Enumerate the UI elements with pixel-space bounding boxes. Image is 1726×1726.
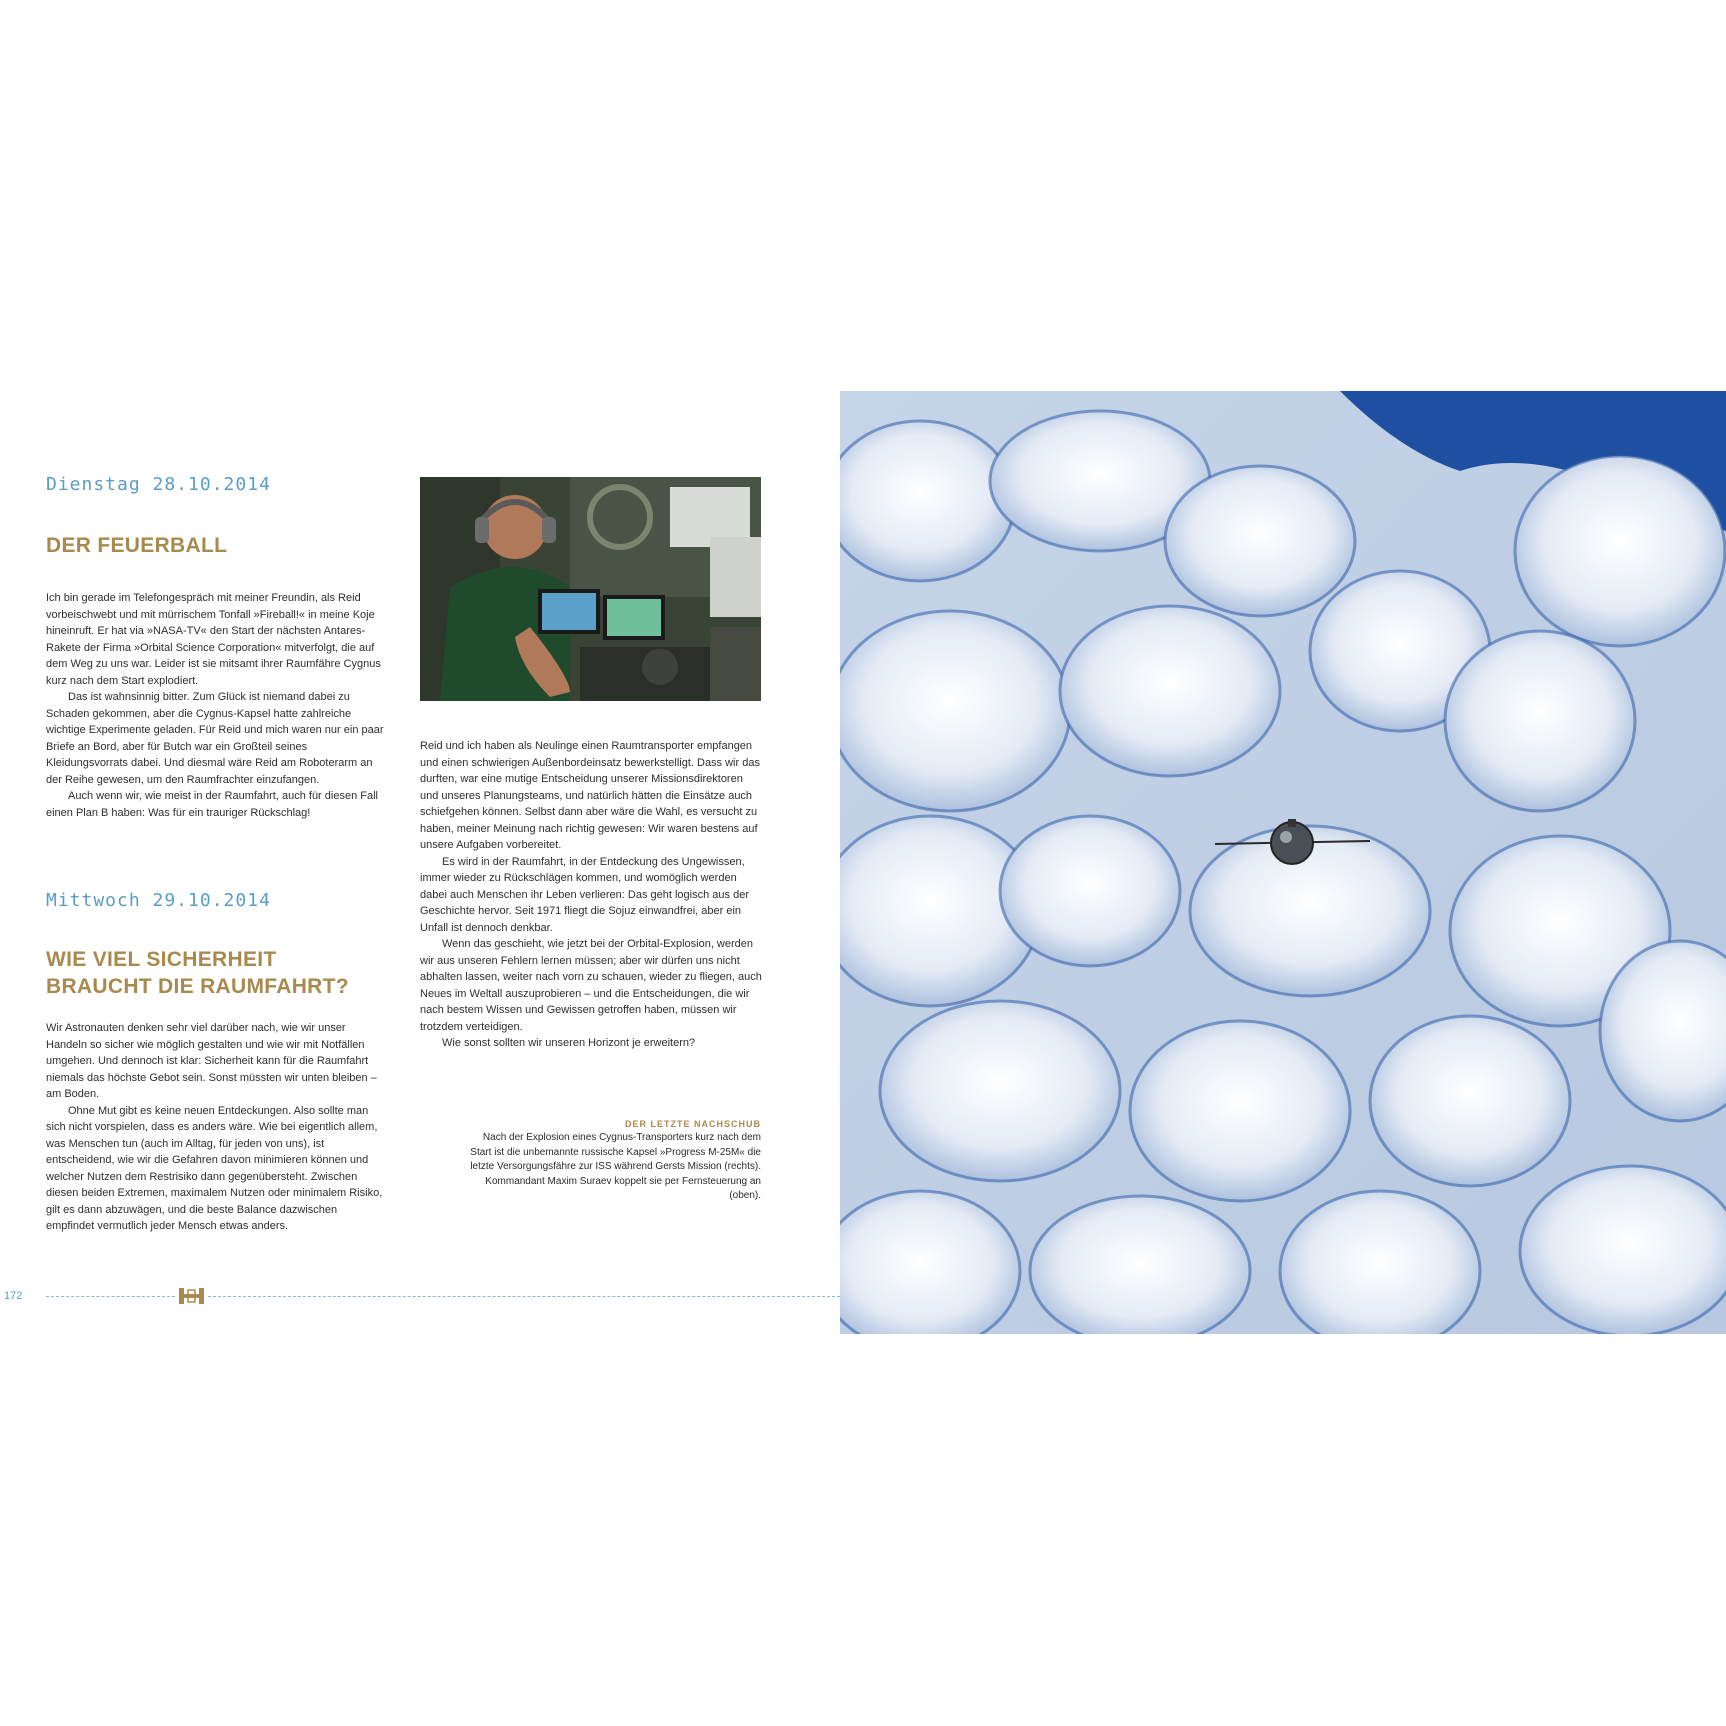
paragraph: Wie sonst sollten wir unseren Horizont je erweitern? <box>442 1037 696 1049</box>
earth-clouds-photo <box>840 391 1726 1334</box>
column-2-body <box>420 738 762 1052</box>
caption-text: Nach der Explosion eines Cygnus-Transporters kurz nach dem Start ist die unbemannte russische Kapsel »Progress M-25M« die letzte Versorgungsfähre zur ISS während Gersts Mission (rechts). Kommandant Maxim Suraev koppelt sie per Fernsteuerung an (oben). <box>470 1132 761 1201</box>
entry-1-body <box>46 590 386 821</box>
photo-caption <box>461 1117 761 1204</box>
paragraph: Wenn das geschieht, wie jetzt bei der Orbital-Explosion, werden wir aus unseren Fehlern lernen müssen; aber wir dürfen uns nicht abhalten lassen, weiter nach vorn zu schauen, wieder zu fliegen, auch Neues im Weltall auszuprobieren – und die Entscheidungen, die wir nach bestem Wissen und Gewissen getroffen haben, müssen wir trotzdem verteidigen. <box>420 938 762 1033</box>
caption-title: DER LETZTE NACHSCHUB <box>625 1119 761 1129</box>
paragraph: Auch wenn wir, wie meist in der Raumfahrt, auch für diesen Fall einen Plan B haben: Was für ein trauriger Rückschlag! <box>46 790 378 819</box>
paragraph: Wir Astronauten denken sehr viel darüber nach, wie wir unser Handeln so sicher wie möglich gestalten und wie wir mit Notfällen umgehen. Und dennoch ist klar: Sicherheit kann für die Raumfahrt niemals das höchste Gebot sein. Sonst müssten wir unten bleiben – am Boden. <box>46 1022 377 1100</box>
date-entry-1: Dienstag 28.10.2014 <box>46 474 271 495</box>
page-number: 172 <box>4 1290 23 1302</box>
paragraph: Das ist wahnsinnig bitter. Zum Glück ist niemand dabei zu Schaden gekommen, aber die Cygnus-Kapsel hatte zahlreiche wichtige Experimente geladen. Für Reid und mich waren nur ein paar Briefe an Bord, aber für Butch war ein Großteil seines Kleidungsvorrats dabei. Und diesmal wäre Reid am Roboterarm an der Reihe gewesen, um den Raumfrachter einzufangen. <box>46 691 384 786</box>
iss-logo-icon <box>178 1286 205 1306</box>
entry-2-body <box>46 1020 386 1235</box>
heading-entry-2: WIE VIEL SICHERHEIT BRAUCHT DIE RAUMFAHRT? <box>46 948 349 998</box>
paragraph: Ich bin gerade im Telefongespräch mit meiner Freundin, als Reid vorbeischwebt und mit mürrischem Tonfall »Fireball!« in meine Koje hineinruft. Er hat via »NASA-TV« den Start der nächsten Antares-Rakete der Firma »Orbital Science Corporation« mitverfolgt, die auf dem Weg zu uns war. Leider ist sie mitsamt ihrer Raumfähre Cygnus kurz nach dem Start explodiert. <box>46 592 381 687</box>
paragraph: Ohne Mut gibt es keine neuen Entdeckungen. Also sollte man sich nicht vorspielen, dass es anders wäre. Wie bei eigentlich allem, was Menschen tun (auch im Alltag, für jeden von uns), ist entscheidend, wie wir die Gefahren davon minimieren können und welcher Nutzen dem Restrisiko dann gegenübersteht. Zwischen diesen beiden Extremen, maximalem Nutzen oder minimalem Risiko, gilt es dann abzuwägen, und die beste Balance dazwischen empfindet vermutlich jeder Mensch etwas anders. <box>46 1104 383 1232</box>
heading-entry-1: DER FEUERBALL <box>46 534 228 557</box>
footer-rule <box>46 1296 175 1297</box>
astronaut-workstation-photo <box>420 477 761 701</box>
paragraph: Reid und ich haben als Neulinge einen Raumtransporter empfangen und einen schwierigen Außenbordeinsatz bewerkstelligt. Dass wir das durften, war eine mutige Entscheidung unserer Missionsdirektoren und unseres Planungsteams, und natürlich hätten die Einsätze auch schiefgehen können. Selbst dann aber wäre die Wahl, es versucht zu haben, meiner Meinung nach richtig gewesen: Wir waren bestens auf unsere Aufgaben vorbereitet. <box>420 740 760 851</box>
footer-rule <box>208 1296 840 1297</box>
date-entry-2: Mittwoch 29.10.2014 <box>46 890 271 911</box>
paragraph: Es wird in der Raumfahrt, in der Entdeckung des Ungewissen, immer wieder zu Rückschlägen kommen, und womöglich werden dabei auch Menschen ihr Leben verlieren: Das geht logisch aus der Geschichte hervor. Seit 1971 fliegt die Sojuz einwandfrei, aber ein Unfall ist dennoch denkbar. <box>420 855 749 934</box>
